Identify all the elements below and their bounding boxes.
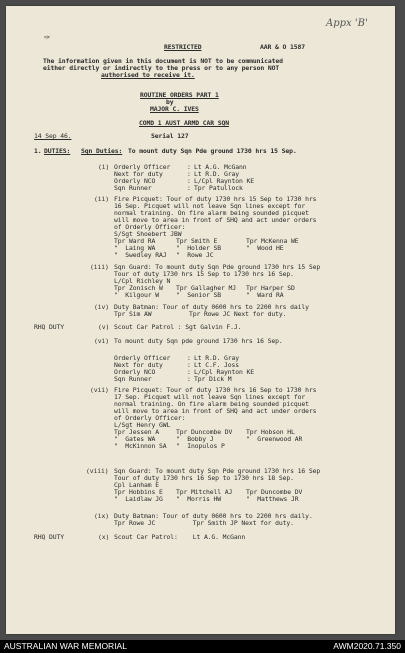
section-heading: DUTIES:	[44, 147, 71, 155]
rhq-duty-label: RHQ DUTY	[34, 533, 64, 541]
duty-batman-day1	[114, 304, 309, 318]
document-page	[6, 6, 395, 634]
archive-reference: AWM2020.71.350	[333, 641, 401, 651]
paragraph-line: of Orderly Officer:	[114, 223, 186, 231]
sqn-guard-day2	[114, 468, 320, 503]
notice-line: authorised to receive it.	[101, 71, 195, 79]
paragraph-line: Tour of duty 1730 hrs 16 Sep to 1730 hrs 18 Sep.	[114, 474, 294, 482]
names-row: " Laing WA " Holder SB " Wood HE	[114, 244, 284, 252]
duty-roster-day1	[114, 163, 254, 192]
paragraph-line: Cpl Lanham E	[114, 481, 159, 489]
archive-name: AUSTRALIAN WAR MEMORIAL	[4, 641, 127, 651]
names-row: " Swedley RAJ " Rowe JC	[114, 251, 214, 259]
paragraph-line: Tpr Sim AW Tpr Rowe JC Next for duty.	[114, 310, 287, 318]
paragraph-line: Tpr Rowe JC Tpr Smith JP Next for duty.	[114, 519, 294, 527]
serial-number: Serial 127	[151, 132, 189, 140]
paragraph-line: Tour of duty 1730 hrs 15 Sep to 1730 hrs 16 Sep.	[114, 270, 294, 278]
paragraph-line: 17 Sep. Picquet will not leave Sqn lines except for	[114, 393, 306, 401]
item-number: (vii)	[90, 386, 109, 394]
roster-row: Orderly NCO : L/Cpl Raynton KE	[114, 368, 254, 376]
rhq-duty-label: RHQ DUTY	[34, 323, 64, 331]
paragraph-line: Duty Batman: Tour of duty 0600 hrs to 2200 hrs daily	[114, 303, 309, 311]
roster-row: Sqn Runner : Tpr Dick M	[114, 375, 232, 383]
sqn-duties-intro: To mount duty Sqn Pde ground 1730 hrs 15 Sep.	[128, 147, 297, 155]
scout-car-patrol: Scout Car Patrol : Sgt Galvin F.J.	[114, 323, 242, 331]
item-number: (viii)	[86, 467, 109, 475]
roster-row: Orderly NCO : L/Cpl Raynton KE	[114, 177, 254, 185]
commander-name: MAJOR C. IVES	[150, 105, 199, 113]
names-row: Tpr Zonisch W Tpr Gallagher MJ Tpr Harper SD	[114, 284, 295, 292]
security-notice	[43, 58, 283, 79]
paragraph-line: will move to area in front of SHQ and act under orders	[114, 407, 317, 415]
item-number: (v)	[98, 323, 110, 331]
duty-roster-day2	[114, 354, 254, 383]
sqn-duties-day2: To mount duty Sqn pde ground 1730 hrs 16 Sep.	[114, 337, 283, 345]
paragraph-line: 16 Sep. Picquet will not leave Sqn lines except for	[114, 202, 306, 210]
names-row: " Gates WA " Bobby J " Greenwood AR	[114, 435, 303, 443]
notice-line: either directly or indirectly to the press or to any person NOT	[43, 64, 280, 72]
roster-row: Orderly Officer : Lt R.D. Gray	[114, 354, 239, 362]
paragraph-line: Fire Picquet: Tour of duty 1730 hrs 16 Sep to 1730 hrs	[114, 386, 317, 394]
item-number: (ii)	[94, 195, 109, 203]
scout-car-patrol: Scout Car Patrol: Lt A.G. McGann	[114, 533, 246, 541]
roster-row: Sqn Runner : Tpr Patullock	[114, 184, 243, 192]
paragraph-line: Fire Picquet: Tour of duty 1730 hrs 15 Sep to 1730 hrs	[114, 195, 317, 203]
names-row: Tpr Ward RA Tpr Smith E Tpr McKenna WE	[114, 237, 299, 245]
reference-number: AAR & O 1587	[260, 43, 305, 51]
fire-picquet-day1	[114, 196, 316, 259]
names-row: Tpr Hobbins E Tpr Mitchell AJ Tpr Duncombe DV	[114, 488, 303, 496]
item-number: (x)	[98, 533, 110, 541]
order-date: 14 Sep 46.	[34, 132, 72, 140]
paragraph-line: Duty Batman: Tour of duty 0600 hrs to 2200 hrs daily.	[114, 512, 313, 520]
names-row: " Laidlaw JG " Morris HW " Matthews JR	[114, 495, 299, 503]
paragraph-line: L/Sgt Henry GWL	[114, 421, 171, 429]
classification: RESTRICTED	[164, 43, 202, 51]
item-number: (iv)	[94, 303, 109, 311]
handwritten-tick-mark: ✑	[44, 32, 51, 43]
notice-line: The information given in this document is NOT to be communicated	[43, 57, 283, 65]
item-number: (ix)	[94, 512, 109, 520]
archive-footer	[0, 640, 405, 653]
roster-row: Next for duty : Lt C.F. Joss	[114, 361, 239, 369]
orders-by: by	[166, 98, 174, 106]
paragraph-line: normal training. On fire alarm being sounded picquet	[114, 209, 309, 217]
paragraph-line: normal training. On fire alarm being sounded picquet	[114, 400, 309, 408]
paragraph-line: Sqn Guard: To mount duty Sqn Pde ground 1730 hrs 15 Sep	[114, 263, 321, 271]
item-number: (i)	[98, 163, 110, 171]
fire-picquet-day2	[114, 387, 316, 450]
paragraph-line: L/Cpl Richley N	[114, 277, 171, 285]
item-number: (vi)	[94, 337, 109, 345]
names-row: Tpr Jessen A Tpr Duncombe DV Tpr Hobson HL	[114, 428, 295, 436]
sqn-guard-day1	[114, 264, 320, 299]
roster-row: Orderly Officer : Lt A.G. McGann	[114, 163, 247, 171]
item-number: (iii)	[90, 263, 109, 271]
sqn-duties-label: Sqn Duties:	[81, 147, 123, 155]
paragraph-line: of Orderly Officer:	[114, 414, 186, 422]
paragraph-line: S/Sgt Shoebert JBW	[114, 230, 182, 238]
paragraph-line: will move to area in front of SHQ and act under orders	[114, 216, 317, 224]
names-row: " Kilgour W " Senior SB " Ward RA	[114, 291, 284, 299]
section-number: 1.	[34, 147, 42, 155]
duty-batman-day2	[114, 513, 313, 527]
names-row: " McKinnon SA " Inopulos P	[114, 442, 225, 450]
handwritten-note: Appx 'B'	[326, 18, 368, 29]
paragraph-line: Sqn Guard: To mount duty Sqn Pde ground 1730 hrs 16 Sep	[114, 467, 321, 475]
orders-title: ROUTINE ORDERS PART 1	[140, 91, 219, 99]
unit-name: COMD 1 AUST ARMD CAR SQN	[139, 119, 229, 127]
roster-row: Next for duty : Lt R.D. Gray	[114, 170, 239, 178]
